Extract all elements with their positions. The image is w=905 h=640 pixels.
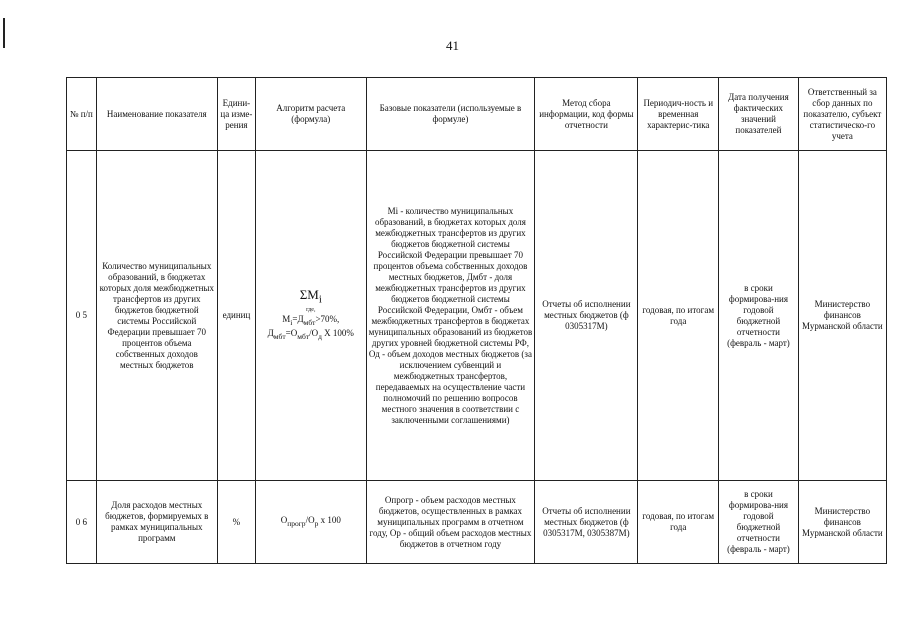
row-name: Количество муниципальных образований, в бюджетах которых доля межбюджетных трансфертов из других бюджетов бюджетной системы Российской Федерации превышает 70 процентов объема собственных доходов местных бюджетов xyxy=(96,151,217,481)
row-num: 0 5 xyxy=(67,151,97,481)
row-formula: $\Sigma M_i$ где, $M_i=Д_{мбт}>70\%$, $Д_{мбт}=О_{мбт}/О_д$ Х 100% xyxy=(256,151,366,481)
header-formula: Алгоритм расчета (формула) xyxy=(256,78,366,151)
row-method: Отчеты об исполнении местных бюджетов (ф 0305317М, 0305387М) xyxy=(535,481,638,564)
row-unit: % xyxy=(217,481,255,564)
header-num: № п/п xyxy=(67,78,97,151)
table-row xyxy=(67,481,887,564)
row-date: в сроки формирова-ния годовой бюджетной отчетности (февраль - март) xyxy=(719,151,799,481)
row-base: Mi - количество муниципальных образований, в бюджетах которых доля межбюджетных трансфертов из других бюджетов бюджетной системы Российской Федерации превышает 70 процентов объема собственных доходов местных бюджетов, Дмбт - доля межбюджетных трансфертов из других бюджетов бюджетной системы Российской Федерации, Омбт - объем межбюджетных трансфертов в бюджетах муниципальных образований из бюджетов других уровней бюджетной системы РФ, Од - объем доходов местных бюджетов (за исключением субвенций и межбюджетных трансфертов, передаваемых на осуществление части полномочий по решению вопросов местного значения в соответствии с заключенными соглашениями) xyxy=(366,151,535,481)
header-name: Наименование показателя xyxy=(96,78,217,151)
row-base: Опрогр - объем расходов местных бюджетов, осуществленных в рамках муниципальных программ в отчетном году, Ор - общий объем расходов местных бюджетов в отчетном году xyxy=(366,481,535,564)
row-responsible: Министерство финансов Мурманской области xyxy=(798,151,886,481)
row-num: 0 6 xyxy=(67,481,97,564)
table-header-row xyxy=(67,78,887,151)
row-date: в сроки формирова-ния годовой бюджетной отчетности (февраль - март) xyxy=(719,481,799,564)
header-period: Периодич-ность и временная характерис-тика xyxy=(638,78,719,151)
page-number: 41 xyxy=(446,38,459,53)
indicators-table xyxy=(66,77,887,564)
row-responsible: Министерство финансов Мурманской области xyxy=(798,481,886,564)
header-responsible: Ответственный за сбор данных по показателю, субъект статистическо-го учета xyxy=(798,78,886,151)
row-unit: единиц xyxy=(217,151,255,481)
row-formula: $О_{прогр}/О_р$ х 100 xyxy=(256,481,366,564)
row-method: Отчеты об исполнении местных бюджетов (ф 0305317М) xyxy=(535,151,638,481)
header-unit: Едини-ца изме-рения xyxy=(217,78,255,151)
table-row xyxy=(67,151,887,481)
row-name: Доля расходов местных бюджетов, формируемых в рамках муниципальных программ xyxy=(96,481,217,564)
header-date: Дата получения фактических значений показателей xyxy=(719,78,799,151)
header-base: Базовые показатели (используемые в формуле) xyxy=(366,78,535,151)
row-period: годовая, по итогам года xyxy=(638,481,719,564)
header-method: Метод сбора информации, код формы отчетности xyxy=(535,78,638,151)
row-period: годовая, по итогам года xyxy=(638,151,719,481)
